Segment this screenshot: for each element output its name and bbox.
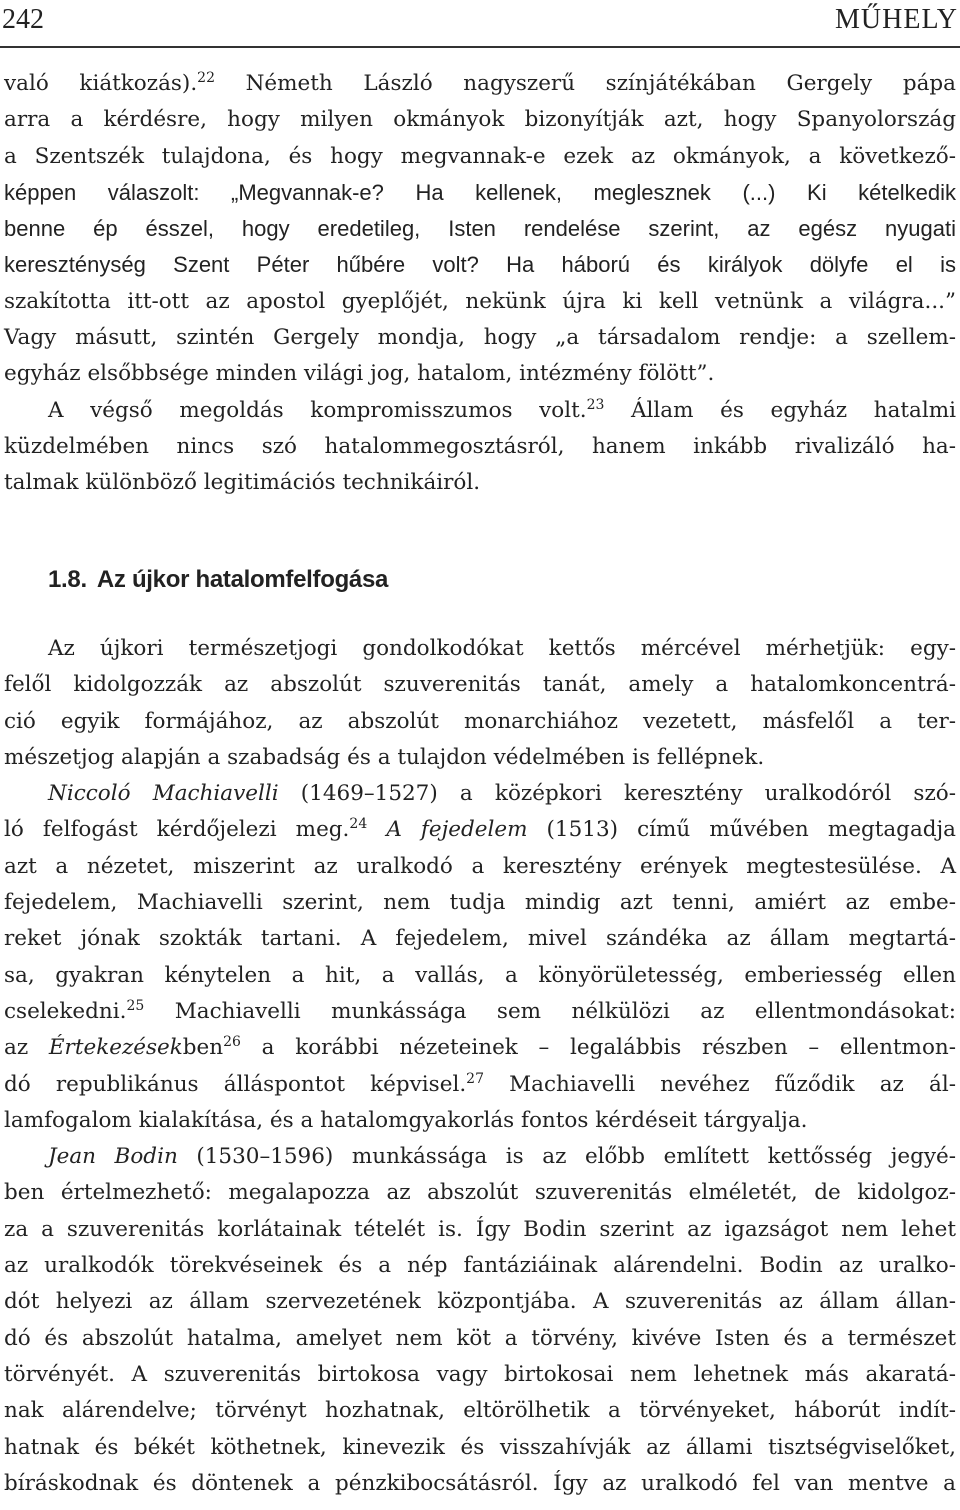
text-run: való kiátkozás). xyxy=(4,71,198,96)
text-line xyxy=(4,1430,956,1466)
text-line xyxy=(4,1175,956,1211)
text-line xyxy=(4,1139,956,1175)
footnote-ref: 27 xyxy=(466,1070,484,1087)
section-heading xyxy=(48,566,388,594)
text-run: Machiavelli munkássága sem nélkülözi az ellentmondásokat: xyxy=(144,998,956,1024)
text-run: ció egyik formájához, az abszolút monarchiához vezetett, másfelől a ter- xyxy=(4,708,956,734)
italic-text: Niccoló Machiavelli xyxy=(48,781,279,807)
text-run: lamfogalom kialakítása, és a hatalomgyakorlás fontos kérdéseit tárgyalja. xyxy=(4,1107,808,1133)
text-run: arra a kérdésre, hogy milyen okmányok bizonyítják azt, hogy Spanyolország xyxy=(4,107,956,133)
text-line xyxy=(4,465,956,501)
running-header xyxy=(0,4,958,38)
italic-text: Jean Bodin xyxy=(48,1144,178,1170)
text-line xyxy=(4,1284,956,1320)
text-line xyxy=(4,704,956,740)
section-title: Az újkor hatalomfelfogása xyxy=(96,566,389,593)
text-line xyxy=(4,175,956,211)
text-run: kereszténység Szent Péter hűbére volt? Ha háború és királyok dölyfe el is xyxy=(4,252,956,278)
text-line xyxy=(4,393,956,429)
text-line xyxy=(4,320,956,356)
text-line xyxy=(4,921,956,957)
text-run: ben értelmezhető: megalapozza az abszolút szuverenitás elméletét, de kidolgoz- xyxy=(4,1180,956,1206)
journal-section-title: MŰHELY xyxy=(835,4,958,35)
text-line xyxy=(4,1067,956,1103)
text-run: szakította itt-ott az apostol gyeplőjét, nekünk újra ki kell vetnünk a világra...” xyxy=(4,288,956,314)
text-line xyxy=(4,429,956,465)
text-line xyxy=(4,1212,956,1248)
italic-text: A fejedelem xyxy=(386,817,528,843)
text-run: Machiavelli nevéhez fűződik az ál- xyxy=(483,1071,956,1097)
text-run: ben xyxy=(182,1035,224,1061)
text-line xyxy=(4,631,956,667)
text-line xyxy=(4,284,956,320)
text-line xyxy=(4,885,956,921)
text-run: (1530–1596) munkássága is az előbb említett kettősség jegyé- xyxy=(177,1144,956,1170)
text-run: törvényét. A szuverenitás birtokosa vagy birtokosai nem lehetnek más akaratá- xyxy=(4,1361,956,1387)
footnote-ref: 24 xyxy=(349,816,368,833)
text-run: dó és abszolút hatalma, amelyet nem köt a törvény, kivéve Isten és a természet xyxy=(4,1325,956,1351)
text-run: egyház elsőbbsége minden világi jog, hatalom, intézmény fölött”. xyxy=(4,361,715,387)
text-run: Az újkori természetjogi gondolkodókat kettős mércével mérhetjük: egy- xyxy=(48,636,956,661)
text-run: az xyxy=(4,1035,49,1061)
text-run xyxy=(367,817,386,842)
text-line xyxy=(4,102,956,138)
text-line xyxy=(4,1357,956,1393)
text-line xyxy=(4,740,956,776)
text-line xyxy=(4,812,956,848)
text-run: nak alárendelve; törvényt hozhatnak, eltörölhetik a törvényeket, háborút indít- xyxy=(4,1398,956,1424)
page-number: 242 xyxy=(2,4,44,35)
text-line xyxy=(4,1103,956,1139)
footnote-ref: 26 xyxy=(223,1034,241,1051)
text-line xyxy=(4,66,956,102)
text-line xyxy=(4,1393,956,1429)
text-run: fejedelem, Machiavelli szerint, nem tudja mindig azt tenni, amiért az embe- xyxy=(4,890,956,916)
text-run: dó republikánus álláspontot képvisel. xyxy=(4,1071,467,1097)
text-run: talmak különböző legitimációs technikáiról. xyxy=(4,470,481,496)
text-line xyxy=(4,849,956,885)
paragraph-block-2 xyxy=(4,631,956,1502)
text-run: Németh László nagyszerű színjátékában Gergely pápa xyxy=(214,71,956,96)
footnote-ref: 22 xyxy=(197,70,215,86)
text-line xyxy=(4,776,956,812)
text-run: a korábbi nézeteinek – legalábbis részben – ellentmon- xyxy=(240,1035,956,1061)
text-line xyxy=(4,247,956,283)
italic-text: Értekezések xyxy=(48,1035,183,1061)
text-run: a Szentszék tulajdona, és hogy megvannak-e ezek az okmányok, a következő- xyxy=(4,143,956,169)
text-run: za a szuverenitás korlátainak tételét is. Így Bodin szerint az igazságot nem lehet xyxy=(4,1216,956,1242)
text-run: A végső megoldás kompromisszumos volt. xyxy=(48,397,587,423)
text-line xyxy=(4,1321,956,1357)
text-run: azt a nézetet, miszerint az uralkodó a keresztény erények megtestesülése. A xyxy=(4,853,956,879)
text-line xyxy=(4,1030,956,1066)
text-run: benne ép ésszel, hogy eredetileg, Isten rendelése szerint, az egész nyugati xyxy=(4,216,956,242)
text-run: ló felfogást kérdőjelezi meg. xyxy=(4,817,350,843)
text-line xyxy=(4,994,956,1030)
text-run: dót helyezi az állam szervezetének központjába. A szuverenitás az állam állan- xyxy=(4,1289,956,1315)
text-run: felől kidolgozzák az abszolút szuverenitás tanát, amely a hatalomkoncentrá- xyxy=(4,672,956,698)
text-run: küzdelmében nincs szó hatalommegosztásról, hanem inkább rivalizáló ha- xyxy=(4,433,956,459)
text-line xyxy=(4,356,956,392)
text-run: Vagy másutt, szintén Gergely mondja, hogy „a társadalom rendje: a szellem- xyxy=(4,325,956,351)
header-rule xyxy=(0,46,960,48)
text-line xyxy=(4,1466,956,1502)
text-line xyxy=(4,667,956,703)
text-line xyxy=(4,958,956,994)
text-run: reket jónak szokták tartani. A fejedelem, mivel szándéka az állam megtartá- xyxy=(4,926,956,952)
text-run: sa, gyakran kénytelen a hit, a vallás, a könyörületesség, emberiesség ellen xyxy=(4,962,956,988)
text-run: Állam és egyház hatalmi xyxy=(604,397,957,423)
text-line xyxy=(4,1248,956,1284)
text-run: képpen válaszolt: „Megvannak-e? Ha kellenek, meglesznek (...) Ki kételkedik xyxy=(4,179,956,205)
text-run: bíráskodnak és döntenek a pénzkibocsátásról. Így az uralkodó fel van mentve a xyxy=(4,1470,956,1496)
footnote-ref: 25 xyxy=(126,997,145,1014)
text-run: (1469–1527) a középkori keresztény uralkodóról szó- xyxy=(278,781,956,807)
footnote-ref: 23 xyxy=(586,396,605,413)
text-run: cselekedni. xyxy=(4,998,127,1024)
text-run: az uralkodók törekvéseinek és a nép fantáziáinak alárendelni. Bodin az uralko- xyxy=(4,1253,956,1279)
text-run: hatnak és békét köthetnek, kinevezik és visszahívják az állami tisztségviselőket, xyxy=(4,1434,956,1460)
paragraph-block-1 xyxy=(4,66,956,502)
text-line xyxy=(4,211,956,247)
text-run: (1513) című művében megtagadja xyxy=(527,817,957,843)
section-number: 1.8. xyxy=(48,566,87,593)
text-run: mészetjog alapján a szabadság és a tulajdon védelmében is fellépnek. xyxy=(4,744,765,770)
text-line xyxy=(4,139,956,175)
